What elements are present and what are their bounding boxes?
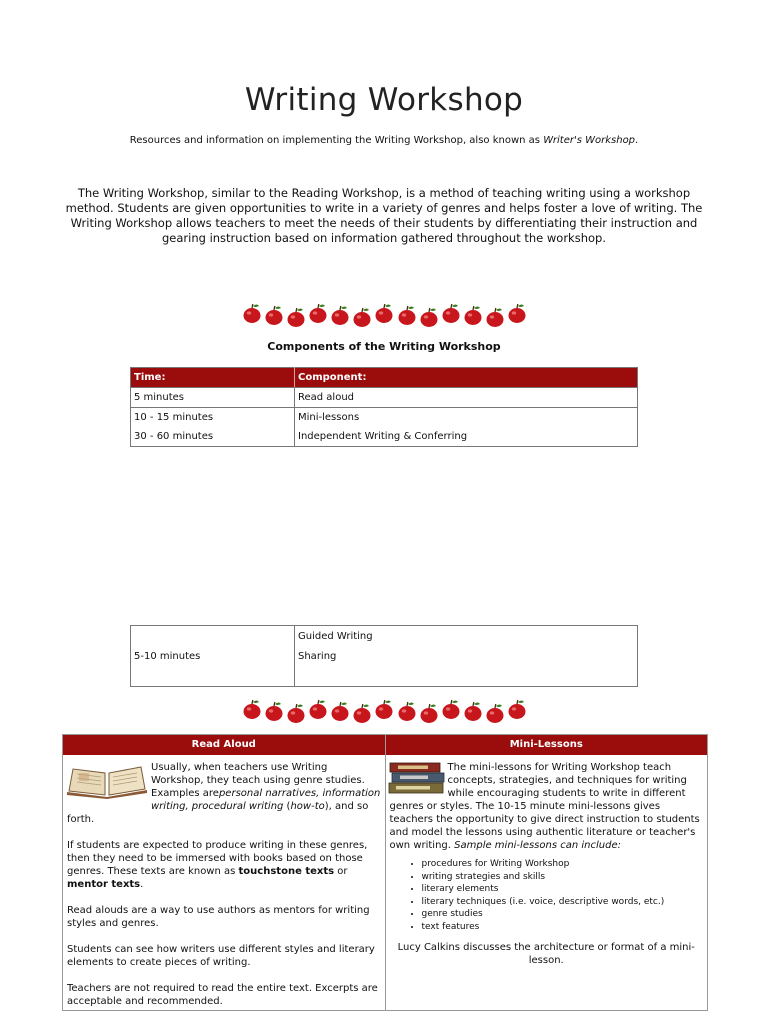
subtitle-end: . bbox=[635, 135, 639, 146]
page-subtitle bbox=[0, 135, 768, 146]
mini-lessons-footer: Lucy Calkins discusses the architecture or format of a mini-lesson. bbox=[397, 942, 695, 966]
subtitle-emphasis: Writer's Workshop bbox=[543, 135, 636, 146]
apple-icon bbox=[397, 700, 417, 722]
table-cell-component: Independent Writing & Conferring bbox=[298, 431, 468, 442]
table-cell-time bbox=[131, 626, 295, 647]
table-cell-time bbox=[131, 666, 295, 687]
apple-icon bbox=[419, 702, 439, 724]
apple-icon bbox=[463, 304, 483, 326]
apple-icon bbox=[286, 306, 306, 328]
apple-icon bbox=[330, 700, 350, 722]
apple-icon bbox=[397, 304, 417, 326]
mini-lessons-list bbox=[390, 858, 704, 933]
apple-border-top bbox=[242, 300, 527, 326]
table-cell-time: 5-10 minutes bbox=[131, 646, 295, 666]
list-item: • literary elements bbox=[422, 883, 704, 896]
page-title: Writing Workshop bbox=[244, 82, 524, 118]
table-cell-component: Sharing bbox=[298, 650, 337, 662]
components-title: Components of the Writing Workshop bbox=[267, 340, 501, 353]
read-aloud-header: Read Aloud bbox=[63, 735, 385, 755]
apple-icon bbox=[286, 702, 306, 724]
open-book-icon bbox=[65, 761, 149, 799]
table-row bbox=[131, 427, 638, 447]
table-cell-component: Guided Writing bbox=[298, 630, 373, 642]
mini-lessons-header: Mini-Lessons bbox=[386, 735, 708, 755]
table-cell-component: Read aloud bbox=[295, 388, 638, 408]
list-item: • genre studies bbox=[422, 908, 704, 921]
apple-icon bbox=[485, 306, 505, 328]
table-row bbox=[131, 408, 638, 428]
table-header-time: Time: bbox=[131, 368, 295, 388]
apple-icon bbox=[441, 302, 461, 324]
apple-icon bbox=[419, 306, 439, 328]
list-item: • procedures for Writing Workshop bbox=[422, 858, 704, 871]
apple-icon bbox=[330, 304, 350, 326]
mini-lessons-section bbox=[386, 735, 708, 1010]
read-aloud-content bbox=[63, 755, 385, 1008]
apple-icon bbox=[242, 302, 262, 324]
apple-icon bbox=[264, 304, 284, 326]
apple-icon bbox=[485, 702, 505, 724]
table-cell-component: Mini-lessons bbox=[298, 412, 360, 423]
subtitle-text: Resources and information on implementing the Writing Workshop, also known as bbox=[129, 135, 544, 146]
table-header-component: Component: bbox=[295, 368, 638, 388]
read-aloud-paragraph: Teachers are not required to read the entire text. Excerpts are acceptable and recommended. bbox=[67, 983, 378, 1007]
apple-border-bottom bbox=[242, 696, 527, 722]
book-stack-icon bbox=[388, 759, 446, 799]
apple-icon bbox=[242, 698, 262, 720]
table-row bbox=[131, 388, 638, 408]
apple-icon bbox=[507, 302, 527, 324]
mini-lessons-content bbox=[386, 755, 708, 967]
mini-lessons-paragraph: The mini-lessons for Writing Workshop teach concepts, strategies, and techniques for writing while encouraging students to write in different genres or styles. The 10-15 minute mini-lessons gives teachers the opportunity to give direct instruction to students and model the lessons using authentic literature or teacher's own writing. Sample mini-lessons can include: bbox=[389, 762, 700, 851]
apple-icon bbox=[374, 302, 394, 324]
table-cell-time: 30 - 60 minutes bbox=[131, 427, 295, 447]
apple-icon bbox=[264, 700, 284, 722]
read-aloud-paragraph: Read alouds are a way to use authors as mentors for writing styles and genres. bbox=[67, 905, 370, 929]
apple-icon bbox=[463, 700, 483, 722]
table-row bbox=[131, 666, 638, 687]
info-columns bbox=[62, 734, 708, 1011]
list-item: • literary techniques (i.e. voice, descriptive words, etc.) bbox=[422, 896, 704, 909]
apple-icon bbox=[352, 306, 372, 328]
apple-icon bbox=[441, 698, 461, 720]
read-aloud-paragraph: Usually, when teachers use Writing Workshop, they teach using genre studies. Examples arepersonal narratives, information writing, procedural writing (how-to), and so forth. bbox=[67, 762, 381, 825]
apple-icon bbox=[308, 302, 328, 324]
apple-icon bbox=[374, 698, 394, 720]
read-aloud-paragraph: If students are expected to produce writing in these genres, then they need to be immersed with books based on those genres. These texts are known as touchstone texts or mentor texts. bbox=[67, 840, 368, 890]
intro-paragraph: The Writing Workshop, similar to the Reading Workshop, is a method of teaching writing using a workshop method. Students are given opportunities to write in a variety of genres and helps foster a love of writing. The Writing Workshop allows teachers to meet the needs of their students by differentiating their instruction and gearing instruction based on information gathered throughout the workshop. bbox=[65, 186, 703, 245]
apple-icon bbox=[308, 698, 328, 720]
read-aloud-section bbox=[63, 735, 386, 1010]
table-cell-time: 5 minutes bbox=[131, 388, 295, 408]
table-header-row bbox=[131, 368, 638, 388]
components-table bbox=[130, 367, 638, 447]
list-item: • writing strategies and skills bbox=[422, 871, 704, 884]
table-row bbox=[131, 626, 638, 647]
apple-icon bbox=[352, 702, 372, 724]
table-cell-component bbox=[295, 666, 638, 687]
table-cell-time: 10 - 15 minutes bbox=[131, 408, 295, 428]
read-aloud-paragraph: Students can see how writers use different styles and literary elements to create pieces of writing. bbox=[67, 944, 375, 968]
apple-icon bbox=[507, 698, 527, 720]
table-row bbox=[131, 646, 638, 666]
list-item: • text features bbox=[422, 921, 704, 934]
components-table-continued bbox=[130, 625, 638, 687]
